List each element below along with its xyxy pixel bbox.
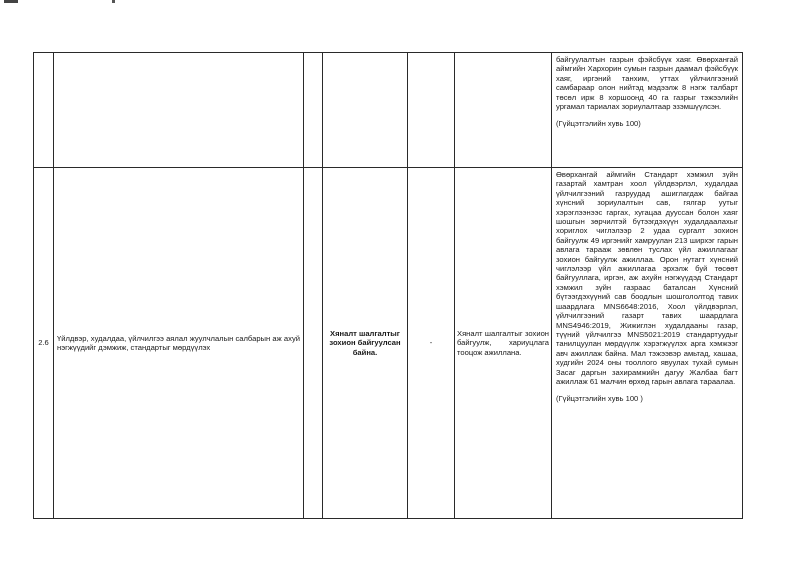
result-cell	[455, 168, 552, 519]
completion-percent: (Гүйцэтгэлийн хувь 100 )	[556, 394, 643, 404]
task-text: Үйлдвэр, худалдаа, үйлчилгээ аялал жуулчлалын салбарын аж ахуй нэгжүүдийг дэмжиж, стандартыг мөрдүүлэх	[57, 333, 300, 352]
dash-cell	[408, 53, 455, 168]
task-cell	[54, 168, 304, 519]
result-cell	[455, 53, 552, 168]
task-cell	[54, 53, 304, 168]
row-number	[34, 53, 54, 168]
detail-text: байгуулалтын газрын фэйсбүүк хаяг. Өвөрхангай аймгийн Хархорин сумын газрын даамал фэйсбүүк хаяг, иргэний танхим, уттах үйлчилгээний самбараар олон нийтэд мэдээлж 8 нэгж талбарт төсөл ирж 8 хоршоонд 40 га газрыг тэжээлийн ургамал тариалах зориулалтаар эзэмшүүлсэн.	[556, 55, 738, 112]
table-row	[34, 168, 743, 519]
table-row	[34, 53, 743, 168]
status-cell: Хяналт шалгалтыг зохион байгуулсан байна.	[323, 168, 408, 519]
blank-cell	[304, 168, 323, 519]
detail-cell	[552, 53, 743, 168]
result-text: Хяналт шалгалтыг зохион байгуулж, хариуцлага тооцож ажиллана.	[457, 328, 549, 357]
scan-artifact-mark	[4, 0, 18, 3]
row-number: 2.6	[34, 168, 54, 519]
detail-text: Өвөрхангай аймгийн Стандарт хэмжил зүйн газартай хамтран хоол үйлдвэрлэл, худалдаа үйлчилгээний газруудад ашиглагдаж байгаа хүнсний зориулалтын сав, гялгар уутыг хэрэглээнээс гаргах, хугацаа дууссан болон хаяг шошгын зөрчилтэй бүтээгдэхүүн худалдаалахыг хориглох чиглэлээр 2 удаа сургалт зохион байгуулж 49 иргэнийг хамруулан 213 ширхэг гарын авлага тарааж зөвлөн туслах үйл ажиллагааг зохион байгуулж ажиллаа. Орон нутагт хүнсний чиглэлээр үйл ажиллагаа эрхэлж буй төсөөт байгууллага, иргэн, аж ахуйн нэгжүүдэд Стандарт хэмжил зүйн газраас баталсан Хүнсний бүтээгдэхүүний сав боодлын шошгололтод тавих шаардлага MNS6648:2016, Хоол үйлдвэрлэл, үйлчилгээний газарт тавих шаардлага MNS4946:2019, Жижиглэн худалдааны газар, түүний үйлчилгээ MNS5021:2019 стандартуудыг танилцуулан мөрдүүлж хэрэгжүүлэх арга хэмжээг авч ажиллаж байна. Мал тэжээвэр амьтад, хашаа, худгийн 2024 оны тооллого явуулах тухай сумын Засаг даргын захирамжийн дагуу Жалбаа багт ажиллаж 61 малчин өрхөд гарын авлага тараалаа.	[556, 170, 738, 386]
report-table	[33, 52, 743, 519]
detail-cell	[552, 168, 743, 519]
dash-cell: -	[408, 168, 455, 519]
blank-cell	[304, 53, 323, 168]
status-cell	[323, 53, 408, 168]
completion-percent: (Гүйцэтгэлийн хувь 100)	[556, 119, 641, 129]
scan-artifact-dot	[112, 0, 115, 3]
